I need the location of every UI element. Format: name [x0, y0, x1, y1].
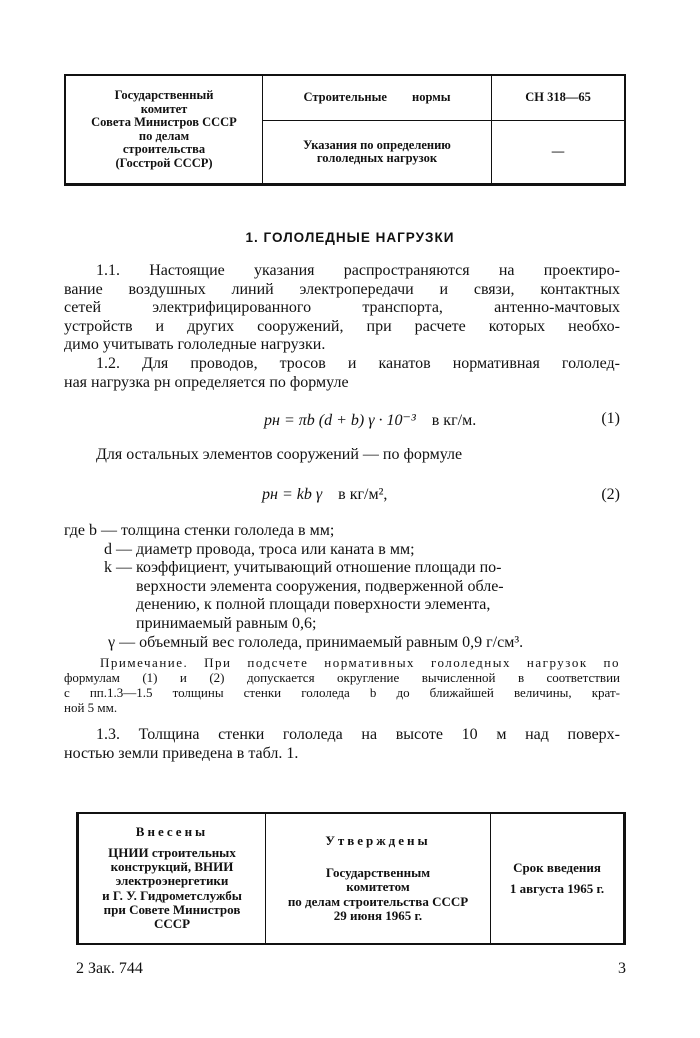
definition-d: d — диаметр провода, троса или каната в мм;: [104, 540, 415, 558]
approved-by: [266, 814, 491, 943]
formula-2-unit: в кг/м²,: [338, 486, 388, 503]
paragraph-1-2: [64, 355, 620, 392]
document-type-column: [263, 76, 492, 183]
committee-line: (Госстрой СССР): [115, 155, 213, 170]
text-line: устройств и других сооружений, при расчете которых необхо-: [64, 317, 620, 335]
introduced-heading: Внесены: [135, 824, 209, 840]
text-line: ная нагрузка pн определяется по формуле: [64, 373, 349, 391]
definition-k-cont: верхности элемента сооружения, подверженной обле-: [136, 577, 504, 595]
approved-line: 29 июня 1965 г.: [333, 907, 423, 923]
document-type: Строительные нормы: [263, 76, 491, 121]
committee-line: Совета Министров СССР: [91, 115, 237, 129]
section-title: 1. ГОЛОЛЕДНЫЕ НАГРУЗКИ: [245, 230, 455, 245]
formula-1-text: pн = πb (d + b) γ · 10⁻³: [264, 412, 416, 429]
note: [64, 655, 620, 715]
effective-heading: Срок введения: [513, 860, 601, 876]
committee-line: строительства: [122, 142, 206, 156]
introduced-line: и Г. У. Гидрометслужбы: [102, 887, 242, 903]
introduced-line: при Совете Министров: [103, 901, 241, 917]
header-table: [64, 74, 626, 186]
note-line: ной 5 мм.: [64, 700, 118, 715]
formula-1-number: (1): [601, 410, 620, 427]
text-line: 1.3. Толщина стенки гололеда на высоте 10 м над поверх-: [96, 726, 620, 743]
note-line: формулам (1) и (2) допускается округление вычисленной в соответствии: [64, 670, 620, 685]
committee-line: Государственный: [114, 88, 214, 102]
effective-date: 1 августа 1965 г.: [509, 880, 605, 896]
paragraph-1-3: [64, 726, 620, 763]
document-title-line: Указания по определению: [303, 137, 451, 152]
approved-line: комитетом: [346, 879, 410, 895]
note-line: с пп.1.3—1.5 толщины стенки гололеда b до ближайшей величины, крат-: [64, 685, 620, 700]
text-line: 1.1. Настоящие указания распространяются на проектиро-: [96, 262, 620, 279]
document-code: СН 318—65: [492, 76, 624, 121]
approved-line: Государственным: [325, 865, 431, 881]
introduced-line: конструкций, ВНИИ: [110, 859, 234, 875]
definition-k-cont: принимаемый равным 0,6;: [136, 614, 317, 632]
issuing-committee: [66, 76, 263, 183]
text-line: 1.2. Для проводов, тросов и канатов нормативная гололед-: [96, 355, 620, 372]
text-line: сетей электрифицированного транспорта, антенно-мачтовых: [64, 299, 620, 317]
paragraph-1-1: [64, 262, 620, 355]
formula-1: [64, 410, 620, 430]
effective-date-cell: [491, 814, 623, 943]
formula-2-text: pн = kb γ: [262, 486, 323, 503]
document-code-column: [492, 76, 624, 183]
definition-b: где b — толщина стенки гололеда в мм;: [64, 522, 335, 539]
introduced-line: СССР: [153, 916, 191, 932]
document-title-line: гололедных нагрузок: [316, 151, 438, 165]
formula-2: [64, 486, 620, 506]
introduced-line: электроэнергетики: [115, 873, 229, 889]
note-line: Примечание. При подсчете нормативных гололедных нагрузок по: [100, 655, 620, 670]
formula-2-expression: [262, 486, 387, 504]
order-number: 2 Зак. 744: [76, 960, 143, 977]
replaces-value: —: [551, 144, 565, 159]
text-line: вание воздушных линий электропередачи и связи, контактных: [64, 280, 620, 298]
page-number: 3: [618, 960, 626, 977]
approved-line: по делам строительства СССР: [287, 893, 469, 909]
formula-1-expression: [264, 410, 476, 430]
symbol-definitions: [64, 522, 620, 652]
committee-line: по делам: [138, 128, 190, 143]
introduced-line: ЦНИИ строительных: [108, 844, 236, 860]
definition-k-cont: денению, к полной площади поверхности элемента,: [136, 596, 491, 614]
committee-line: комитет: [140, 101, 188, 116]
approved-heading: Утверждены: [325, 832, 431, 848]
definition-gamma: γ — объемный вес гололеда, принимаемый равным 0,9 г/см³.: [108, 633, 524, 651]
introduced-by: [79, 814, 266, 943]
text-line: димо учитывать гололедные нагрузки.: [64, 336, 326, 354]
definition-k: k — коэффициент, учитывающий отношение площади по-: [104, 559, 502, 577]
paragraph-other-elements: [64, 446, 620, 465]
formula-2-number: (2): [601, 486, 620, 503]
formula-1-unit: в кг/м.: [431, 412, 477, 429]
text-line: ностью земли приведена в табл. 1.: [64, 744, 299, 762]
approval-box: [76, 812, 626, 945]
document-title: [263, 121, 491, 183]
text-line: Для остальных элементов сооружений — по формуле: [96, 446, 463, 463]
